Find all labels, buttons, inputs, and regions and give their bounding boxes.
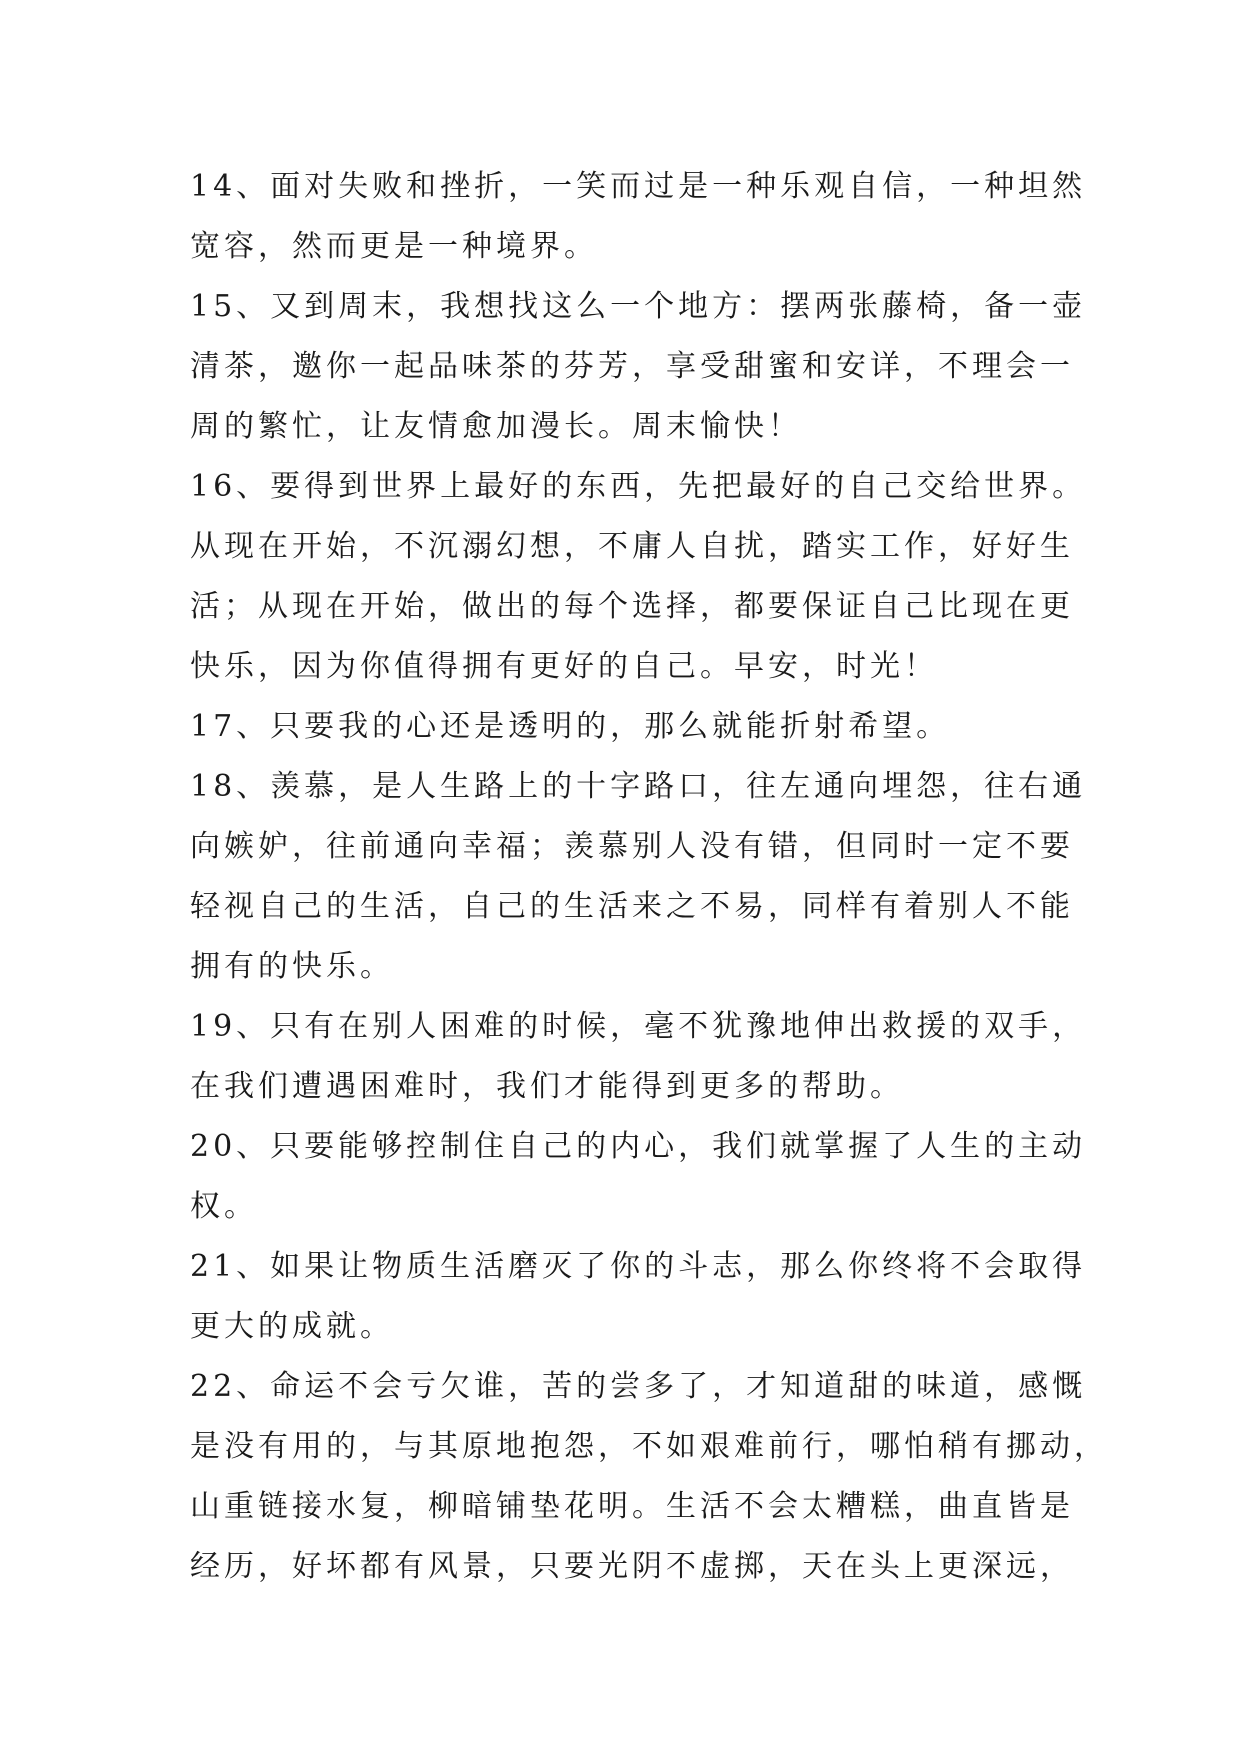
document-body <box>190 157 1108 1597</box>
text-line: 山重链接水复，柳暗铺垫花明。生活不会太糟糕，曲直皆是 <box>190 1489 1074 1524</box>
text-line: 从现在开始，不沉溺幻想，不庸人自扰，踏实工作，好好生 <box>190 529 1074 564</box>
text-line: 轻视自己的生活，自己的生活来之不易，同样有着别人不能 <box>190 889 1074 924</box>
text-line: 拥有的快乐。 <box>190 949 394 984</box>
text-line: 快乐，因为你值得拥有更好的自己。早安，时光！ <box>190 649 938 684</box>
text-line: 清茶，邀你一起品味茶的芬芳，享受甜蜜和安详，不理会一 <box>190 349 1074 384</box>
text-line: 经历，好坏都有风景，只要光阴不虚掷，天在头上更深远， <box>190 1549 1074 1584</box>
text-line: 15、又到周末，我想找这么一个地方：摆两张藤椅，备一壶 <box>190 289 1087 324</box>
text-line: 21、如果让物质生活磨灭了你的斗志，那么你终将不会取得 <box>190 1249 1087 1284</box>
text-line: 16、要得到世界上最好的东西，先把最好的自己交给世界。 <box>190 469 1087 504</box>
text-line: 是没有用的，与其原地抱怨，不如艰难前行，哪怕稍有挪动， <box>190 1429 1108 1464</box>
text-line: 活；从现在开始，做出的每个选择，都要保证自己比现在更 <box>190 589 1074 624</box>
text-line: 22、命运不会亏欠谁，苦的尝多了，才知道甜的味道，感慨 <box>190 1369 1087 1404</box>
text-line: 17、只要我的心还是透明的，那么就能折射希望。 <box>190 709 951 744</box>
text-line: 20、只要能够控制住自己的内心，我们就掌握了人生的主动 <box>190 1129 1087 1164</box>
text-line: 向嫉妒，往前通向幸福；羡慕别人没有错，但同时一定不要 <box>190 829 1074 864</box>
text-line: 在我们遭遇困难时，我们才能得到更多的帮助。 <box>190 1069 904 1104</box>
text-line: 14、面对失败和挫折，一笑而过是一种乐观自信，一种坦然 <box>190 169 1087 204</box>
text-line: 权。 <box>190 1189 258 1224</box>
text-line: 周的繁忙，让友情愈加漫长。周末愉快！ <box>190 409 802 444</box>
text-line: 宽容，然而更是一种境界。 <box>190 229 598 264</box>
text-line: 19、只有在别人困难的时候，毫不犹豫地伸出救援的双手， <box>190 1009 1087 1044</box>
text-line: 18、羡慕，是人生路上的十字路口，往左通向埋怨，往右通 <box>190 769 1087 804</box>
text-line: 更大的成就。 <box>190 1309 394 1344</box>
